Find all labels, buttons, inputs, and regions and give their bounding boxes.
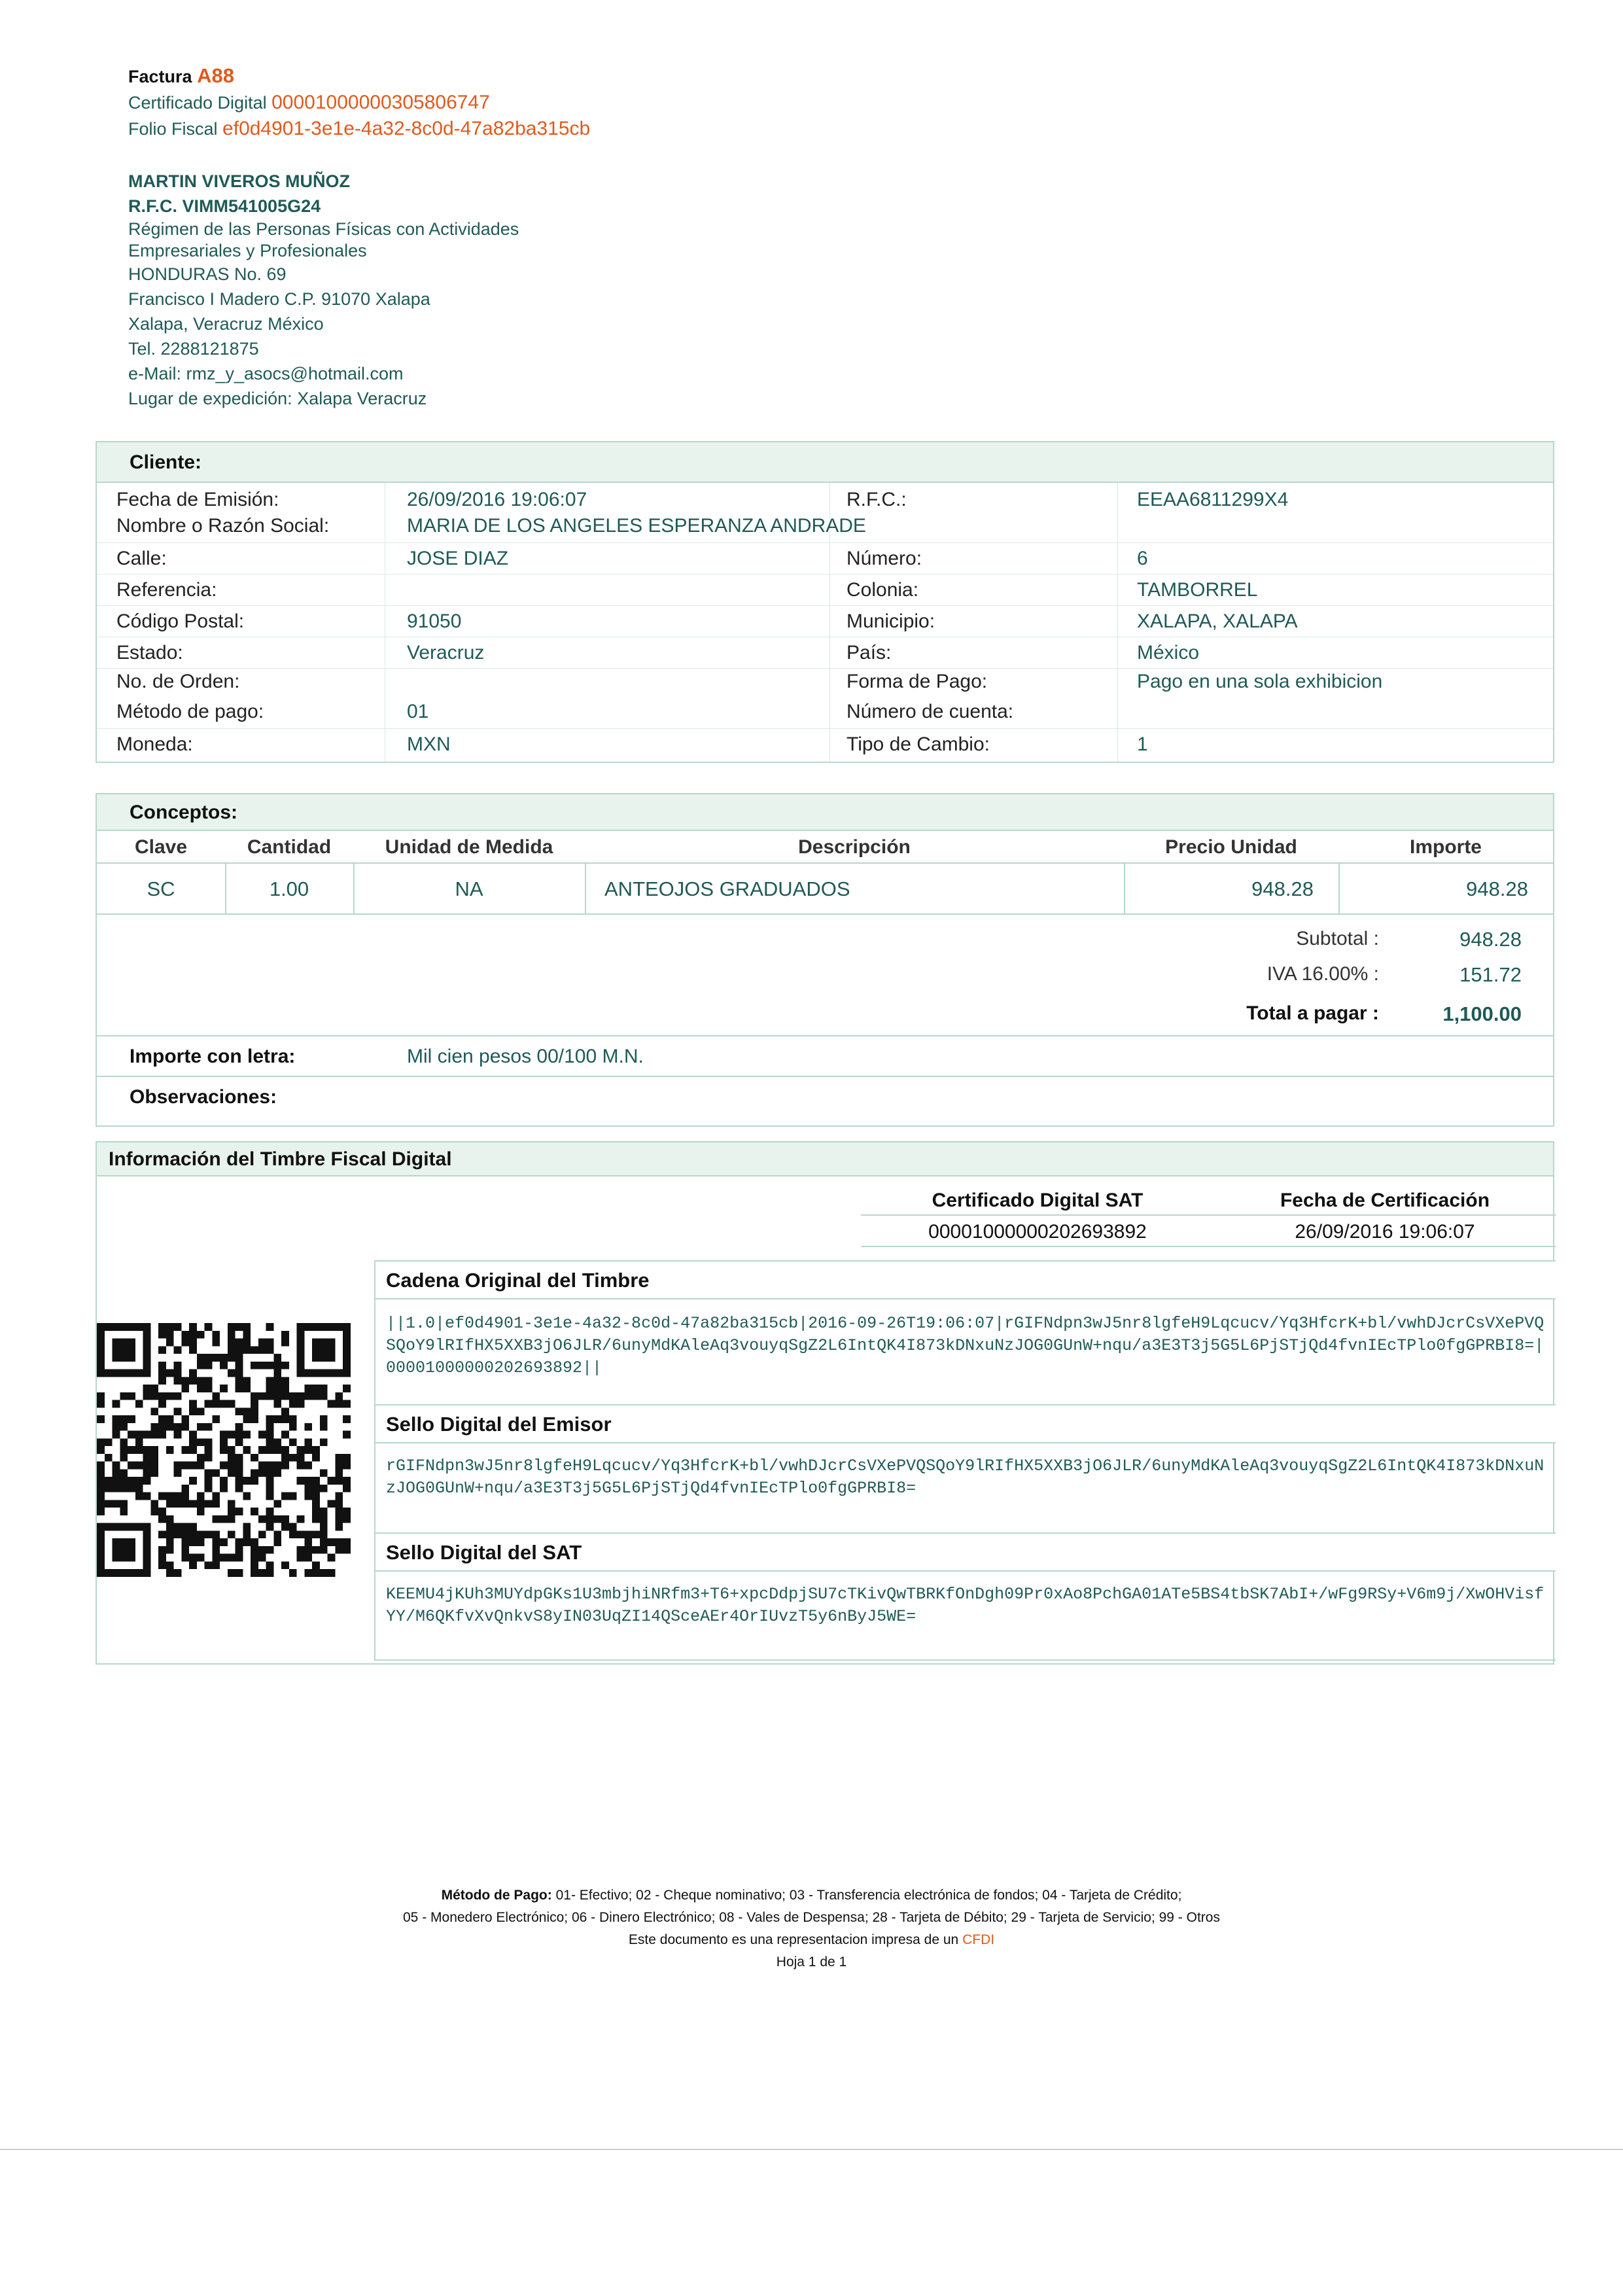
cell-descripcion: ANTEOJOS GRADUADOS	[604, 877, 850, 900]
page-edge-line	[0, 2149, 1623, 2150]
estado-value: Veracruz	[407, 642, 485, 663]
issuer-address-3: Xalapa, Veracruz México	[128, 314, 324, 334]
issuer-info	[128, 169, 717, 411]
calle-value: JOSE DIAZ	[407, 548, 509, 569]
col-precio: Precio Unidad	[1165, 836, 1297, 858]
fecha-cert-value: 26/09/2016 19:06:07	[1295, 1221, 1475, 1243]
numero-value: 6	[1137, 548, 1148, 569]
timbre-section	[96, 1141, 1554, 1665]
cliente-row	[97, 543, 1553, 574]
issuer-email: e-Mail: rmz_y_asocs@hotmail.com	[128, 364, 404, 383]
pais-label: País:	[846, 642, 892, 663]
cliente-row	[97, 606, 1553, 637]
cuenta-label: Número de cuenta:	[846, 701, 1014, 722]
factura-value: A88	[197, 64, 234, 87]
issuer-phone: Tel. 2288121875	[128, 339, 259, 359]
municipio-label: Municipio:	[846, 610, 935, 632]
table-row	[97, 864, 1553, 915]
metodo-legend-text-2: 05 - Monedero Electrónico; 06 - Dinero Electrónico; 08 - Vales de Despensa; 28 - Tarjeta de Débito; 29 - Tarjeta de Servicio; 99 - Otros	[403, 1910, 1220, 1925]
moneda-label: Moneda:	[116, 733, 193, 755]
metodo-legend-text-1: 01- Efectivo; 02 - Cheque nominativo; 03 - Transferencia electrónica de fondos; 04 - Tarjeta de Crédito;	[555, 1888, 1182, 1903]
cell-unidad: NA	[455, 877, 483, 900]
calle-label: Calle:	[116, 548, 167, 569]
folio-value: ef0d4901-3e1e-4a32-8c0d-47a82ba315cb	[222, 118, 591, 139]
cert-sat-value: 00001000000202693892	[928, 1221, 1147, 1243]
sello-emisor-block	[374, 1405, 1556, 1534]
cambio-label: Tipo de Cambio:	[846, 733, 990, 755]
colonia-value: TAMBORREL	[1137, 579, 1258, 601]
fecha-value: 26/09/2016 19:06:07	[407, 489, 587, 510]
cliente-title: Cliente:	[97, 442, 1553, 483]
fecha-label: Fecha de Emisión:	[116, 489, 279, 510]
certificado-value: 00001000000305806747	[271, 92, 490, 113]
orden-label: No. de Orden:	[116, 671, 240, 692]
folio-line	[128, 116, 848, 142]
cell-importe: 948.28	[1466, 877, 1528, 900]
invoice-header	[128, 63, 848, 142]
letra-label: Importe con letra:	[130, 1046, 296, 1067]
cp-label: Código Postal:	[116, 610, 245, 632]
obs-label: Observaciones:	[130, 1086, 277, 1108]
forma-value: Pago en una sola exhibicion	[1137, 671, 1383, 692]
metodo-label: Método de pago:	[116, 701, 264, 722]
estado-label: Estado:	[116, 642, 183, 663]
sat-values-row	[861, 1217, 1556, 1247]
nombre-value: MARIA DE LOS ANGELES ESPERANZA ANDRADE	[407, 515, 866, 537]
conceptos-title: Conceptos:	[97, 794, 1553, 831]
metodo-legend-1	[0, 1884, 1623, 1907]
cliente-row	[97, 669, 1553, 699]
cliente-row	[97, 699, 1553, 729]
emisor-text: rGIFNdpn3wJ5nr8lgfeH9Lqcucv/Yq3HfcrK+bl/vwhDJcrCsVXePVQSQoY9lRIfHX5XXB3jO6JLR/6unyMdKAleAq3vouyqSgZ2L6IntQK4I873kDNxuNzJOG0GUnW+nqu/a3E3T3j5G5L6PjSTjQd4fvnIEcTPlo0fgGPRBI8=	[386, 1457, 1544, 1498]
cliente-row	[97, 637, 1553, 669]
col-clave: Clave	[134, 836, 188, 858]
issuer-rfc: R.F.C. VIMM541005G24	[128, 196, 321, 216]
total-value: 1,100.00	[1442, 1002, 1522, 1025]
iva-label: IVA 16.00% :	[1266, 963, 1379, 985]
factura-label: Factura	[128, 67, 192, 86]
conceptos-section	[96, 793, 1554, 1127]
col-unidad: Unidad de Medida	[385, 836, 553, 858]
cliente-row	[97, 729, 1553, 760]
rfc-label: R.F.C.:	[846, 489, 907, 510]
municipio-value: XALAPA, XALAPA	[1137, 610, 1298, 632]
cell-precio: 948.28	[1251, 877, 1314, 900]
cliente-section	[96, 441, 1554, 763]
representacion-text: Este documento es una representacion impresa de un	[628, 1932, 959, 1947]
cadena-original-block	[374, 1260, 1556, 1405]
issuer-lugar: Lugar de expedición: Xalapa Veracruz	[128, 389, 427, 408]
referencia-label: Referencia:	[116, 579, 217, 601]
cadena-text: ||1.0|ef0d4901-3e1e-4a32-8c0d-47a82ba315cb|2016-09-26T19:06:07|rGIFNdpn3wJ5nr8lgfeH9Lqcucv/Yq3HfcrK+bl/vwhDJcrCsVXePVQSQoY9lRIfHX5XXB3jO6JLR/6unyMdKAleAq3vouyqSgZ2L6IntQK4I873kDNxuNzJOG0GUnW+nqu/a3E3T3j5G5L6PjSTjQd4fvnIEcTPlo0fgGPRBI8=|00001000000202693892||	[386, 1314, 1544, 1377]
cell-cantidad: 1.00	[269, 877, 309, 900]
sat-title: Sello Digital del SAT	[375, 1534, 1556, 1572]
cliente-row	[97, 574, 1553, 606]
fecha-cert-label: Fecha de Certificación	[1280, 1190, 1490, 1211]
colonia-label: Colonia:	[846, 579, 919, 601]
footer	[0, 1884, 1623, 1973]
observaciones-row	[97, 1077, 1553, 1118]
cambio-value: 1	[1137, 733, 1148, 755]
col-cantidad: Cantidad	[247, 836, 332, 858]
issuer-address-2: Francisco I Madero C.P. 91070 Xalapa	[128, 289, 430, 309]
cp-value: 91050	[407, 610, 462, 632]
factura-line	[128, 63, 848, 90]
sello-sat-block	[374, 1534, 1556, 1661]
sat-header-row	[861, 1186, 1556, 1216]
subtotal-value: 948.28	[1459, 928, 1522, 951]
certificado-line	[128, 90, 848, 116]
issuer-regimen-1: Régimen de las Personas Físicas con Actividades	[128, 219, 519, 239]
issuer-regimen-2: Empresariales y Profesionales	[128, 241, 367, 260]
moneda-value: MXN	[407, 733, 451, 755]
cfdi-text: CFDI	[962, 1932, 995, 1947]
timbre-title: Información del Timbre Fiscal Digital	[97, 1142, 1553, 1176]
metodo-value: 01	[407, 701, 429, 722]
cadena-title: Cadena Original del Timbre	[375, 1262, 1556, 1299]
numero-label: Número:	[846, 548, 922, 569]
subtotal-label: Subtotal :	[1296, 928, 1379, 949]
col-descripcion: Descripción	[798, 836, 911, 858]
metodo-legend-label: Método de Pago:	[441, 1888, 552, 1903]
col-importe: Importe	[1409, 836, 1482, 858]
totals-block	[97, 915, 1553, 1036]
rfc-value: EEAA6811299X4	[1137, 489, 1289, 510]
nombre-label: Nombre o Razón Social:	[116, 515, 330, 537]
cell-clave: SC	[147, 877, 175, 900]
issuer-address-1: HONDURAS No. 69	[128, 264, 287, 284]
cliente-row	[97, 487, 1553, 513]
certificado-label: Certificado Digital	[128, 93, 267, 113]
pais-value: México	[1137, 642, 1200, 663]
page-number: Hoja 1 de 1	[776, 1954, 847, 1969]
qr-code-icon	[97, 1323, 351, 1577]
representacion-line	[0, 1929, 1623, 1951]
cert-sat-label: Certificado Digital SAT	[932, 1190, 1143, 1211]
folio-label: Folio Fiscal	[128, 119, 218, 139]
iva-value: 151.72	[1459, 963, 1522, 986]
letra-value: Mil cien pesos 00/100 M.N.	[407, 1046, 644, 1067]
issuer-name: MARTIN VIVEROS MUÑOZ	[128, 171, 351, 191]
cliente-row	[97, 513, 1553, 543]
total-label: Total a pagar :	[1246, 1002, 1379, 1024]
conceptos-table-header	[97, 831, 1553, 864]
importe-letra-row	[97, 1036, 1553, 1077]
divider	[585, 864, 586, 913]
sat-text: KEEMU4jKUh3MUYdpGKs1U3mbjhiNRfm3+T6+xpcDdpjSU7cTKivQwTBRKfOnDgh09Pr0xAo8PchGA01ATe5BS4tbSK7AbI+/wFg9RSy+V6m9j/XwOHVisfYY/M6QKfvXvQnkvS8yIN03UqZI14QSceAEr4OrIUvzT5y6nByJ5WE=	[386, 1585, 1544, 1626]
emisor-title: Sello Digital del Emisor	[375, 1405, 1556, 1443]
forma-label: Forma de Pago:	[846, 671, 988, 692]
